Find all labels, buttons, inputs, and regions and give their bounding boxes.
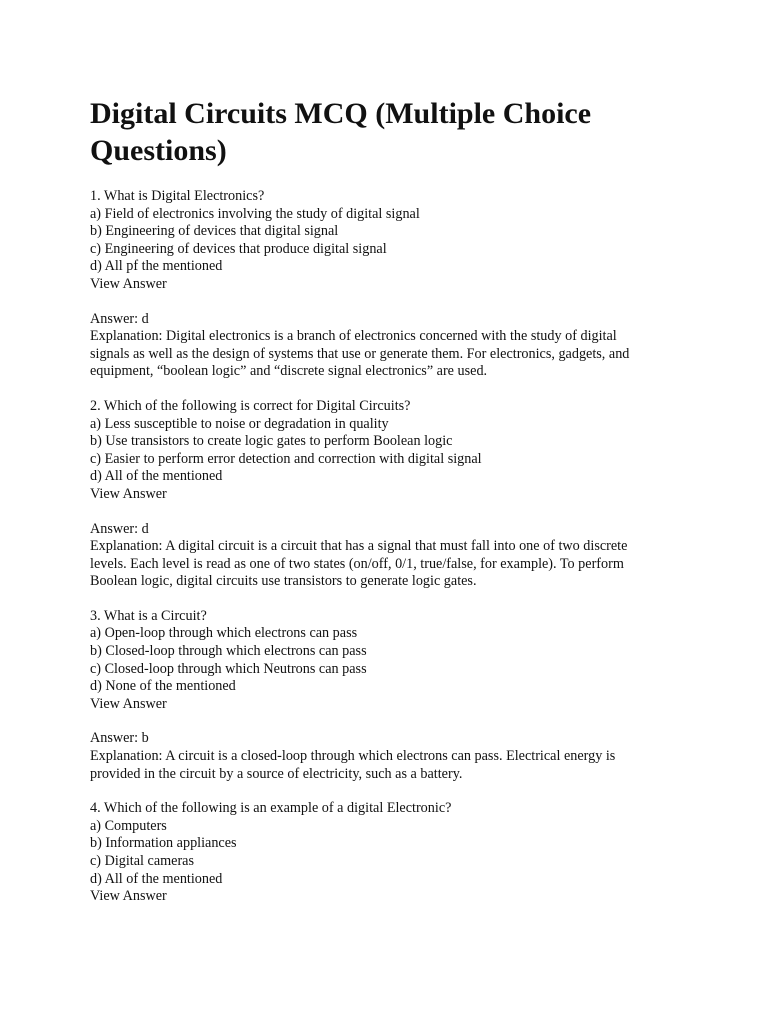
explanation-line: Explanation: A circuit is a closed-loop through which electrons can pass. Electrical energy is	[90, 748, 616, 765]
view-answer-link[interactable]: View Answer	[90, 888, 167, 905]
option-b: b) Closed-loop through which electrons can pass	[90, 643, 367, 660]
option-d: d) None of the mentioned	[90, 678, 236, 695]
option-b: b) Engineering of devices that digital signal	[90, 223, 339, 240]
option-a: a) Field of electronics involving the study of digital signal	[90, 205, 420, 222]
answer-text: Answer: d	[90, 310, 149, 327]
option-c: c) Closed-loop through which Neutrons can pass	[90, 660, 367, 677]
page-title-line-2: Questions)	[90, 134, 227, 167]
explanation-line: Boolean logic, digital circuits use transistors to generate logic gates.	[90, 573, 477, 590]
view-answer-link[interactable]: View Answer	[90, 485, 167, 502]
option-a: a) Less susceptible to noise or degradation in quality	[90, 415, 389, 432]
answer-text: Answer: d	[90, 520, 149, 537]
question-block-2	[90, 398, 690, 591]
answer-text: Answer: b	[90, 730, 149, 747]
question-text: 3. What is a Circuit?	[90, 607, 207, 624]
option-a: a) Open-loop through which electrons can pass	[90, 625, 358, 642]
option-d: d) All pf the mentioned	[90, 258, 223, 275]
question-text: 1. What is Digital Electronics?	[90, 188, 265, 204]
explanation-line: provided in the circuit by a source of electricity, such as a battery.	[90, 765, 463, 782]
option-b: b) Use transistors to create logic gates to perform Boolean logic	[90, 433, 453, 450]
question-block-4	[90, 800, 690, 906]
question-text: 2. Which of the following is correct for Digital Circuits?	[90, 397, 411, 414]
explanation-line: levels. Each level is read as one of two states (on/off, 0/1, true/false, for example). To perform	[90, 555, 624, 572]
explanation	[90, 538, 670, 591]
question-block-1	[90, 188, 690, 381]
view-answer-link[interactable]: View Answer	[90, 695, 167, 712]
option-d: d) All of the mentioned	[90, 468, 223, 485]
explanation-line: Explanation: A digital circuit is a circuit that has a signal that must fall into one of two discrete	[90, 538, 628, 555]
page-title-line-1: Digital Circuits MCQ (Multiple Choice	[90, 97, 592, 130]
option-c: c) Digital cameras	[90, 853, 194, 869]
document-page	[90, 95, 690, 923]
page-title	[90, 95, 690, 169]
question-block-3	[90, 608, 690, 783]
option-b: b) Information appliances	[90, 835, 237, 852]
question-text: 4. Which of the following is an example of a digital Electronic?	[90, 800, 452, 817]
explanation-line: signals as well as the design of systems that use or generate them. For electronics, gadgets, and	[90, 345, 630, 362]
option-a: a) Computers	[90, 817, 167, 834]
option-c: c) Easier to perform error detection and correction with digital signal	[90, 450, 482, 467]
view-answer-link[interactable]: View Answer	[90, 275, 167, 292]
explanation-line: Explanation: Digital electronics is a branch of electronics concerned with the study of digital	[90, 328, 617, 345]
explanation	[90, 328, 670, 381]
explanation	[90, 748, 670, 783]
explanation-line: equipment, “boolean logic” and “discrete signal electronics” are used.	[90, 363, 488, 380]
option-c: c) Engineering of devices that produce digital signal	[90, 240, 387, 257]
option-d: d) All of the mentioned	[90, 870, 223, 887]
